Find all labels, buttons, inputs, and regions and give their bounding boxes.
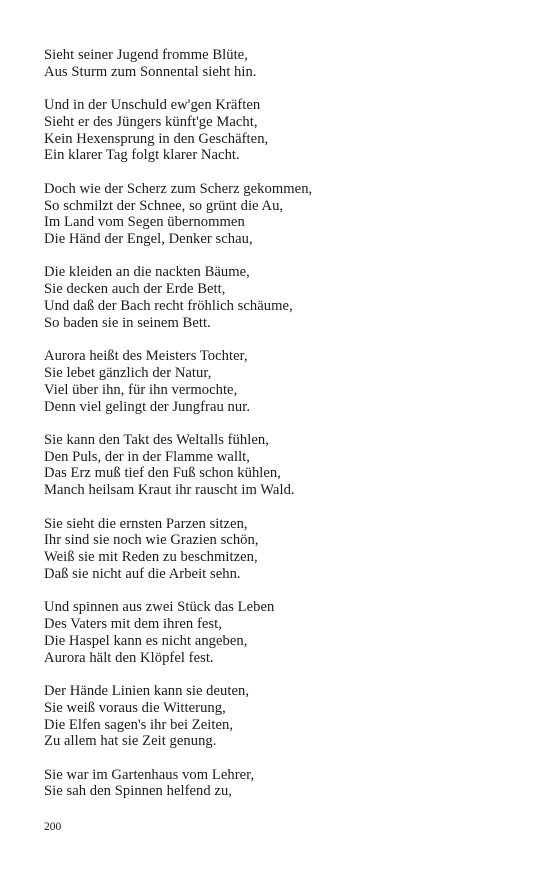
verse-line: Das Erz muß tief den Fuß schon kühlen, [44,465,281,482]
verse-line: Die Haspel kann es nicht angeben, [44,632,248,649]
page-number: 200 [44,821,62,833]
verse-line: Sieht er des Jüngers künft'ge Macht, [44,113,258,130]
verse-line: Sie sah den Spinnen helfend zu, [44,783,232,800]
stanza [44,683,514,750]
verse-line: Die kleiden an die nackten Bäume, [44,264,250,281]
verse-line: Und daß der Bach recht fröhlich schäume, [44,298,293,315]
stanza [44,47,514,81]
stanza [44,516,514,583]
verse-line: Ihr sind sie noch wie Grazien schön, [44,532,259,549]
verse-line: Sie decken auch der Erde Bett, [44,281,226,298]
verse-line: Sie kann den Takt des Weltalls fühlen, [44,431,269,448]
stanza [44,97,514,164]
poem-text [44,47,514,817]
verse-line: Aus Sturm zum Sonnental sieht hin. [44,63,257,80]
verse-line: Sie weiß voraus die Witterung, [44,699,226,716]
verse-line: So schmilzt der Schnee, so grünt die Au, [44,197,284,214]
verse-line: Ein klarer Tag folgt klarer Nacht. [44,147,240,164]
verse-line: Viel über ihn, für ihn vermochte, [44,381,238,398]
verse-line: So baden sie in seinem Bett. [44,314,211,331]
stanza [44,181,514,248]
verse-line: Zu allem hat sie Zeit genung. [44,733,217,750]
verse-line: Und in der Unschuld ew'gen Kräften [44,97,261,114]
verse-line: Doch wie der Scherz zum Scherz gekommen, [44,180,313,197]
verse-line: Sie sieht die ernsten Parzen sitzen, [44,515,248,532]
verse-line: Sie war im Gartenhaus vom Lehrer, [44,766,255,783]
stanza [44,348,514,415]
verse-line: Weiß sie mit Reden zu beschmitzen, [44,549,258,566]
verse-line: Der Hände Linien kann sie deuten, [44,682,250,699]
verse-line: Die Elfen sagen's ihr bei Zeiten, [44,716,234,733]
verse-line: Aurora hält den Klöpfel fest. [44,649,214,666]
stanza [44,264,514,331]
verse-line: Sieht seiner Jugend fromme Blüte, [44,47,248,63]
verse-line: Manch heilsam Kraut ihr rauscht im Wald. [44,482,295,499]
verse-line: Aurora heißt des Meisters Tochter, [44,348,248,365]
verse-line: Im Land vom Segen übernommen [44,214,245,231]
verse-line: Und spinnen aus zwei Stück das Leben [44,599,275,616]
verse-line: Den Puls, der in der Flamme wallt, [44,448,250,465]
stanza [44,432,514,499]
verse-line: Kein Hexensprung in den Geschäften, [44,130,269,147]
stanza [44,599,514,666]
verse-line: Daß sie nicht auf die Arbeit sehn. [44,565,241,582]
verse-line: Des Vaters mit dem ihren fest, [44,616,222,633]
verse-line: Sie lebet gänzlich der Natur, [44,364,212,381]
verse-line: Denn viel gelingt der Jungfrau nur. [44,398,251,415]
verse-line: Die Händ der Engel, Denker schau, [44,231,253,248]
stanza [44,767,514,801]
